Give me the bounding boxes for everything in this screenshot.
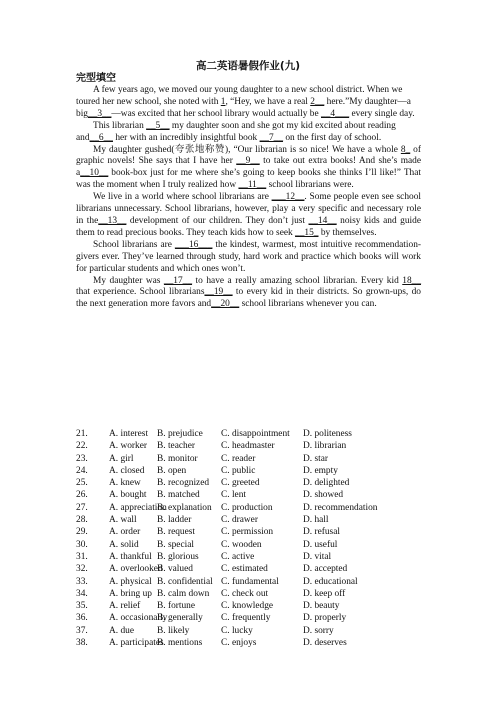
question-number: 30.	[76, 539, 88, 550]
option-d: D. keep off	[303, 588, 346, 599]
option-b: B. special	[157, 539, 194, 550]
option-b: B. explanation	[157, 502, 212, 513]
option-b: B. valued	[157, 564, 193, 575]
option-row	[76, 563, 436, 575]
option-d: D. recommendation	[303, 502, 378, 513]
blank-marker: __14__	[308, 215, 337, 226]
option-a: A. thankful	[109, 551, 152, 562]
blank-marker: __13__	[98, 215, 127, 226]
option-row	[76, 637, 436, 649]
option-b: B. likely	[157, 625, 190, 636]
blank-marker: __17__	[163, 275, 193, 286]
question-number: 31.	[76, 551, 88, 562]
passage-paragraph: My daughter gushed(夸张地称赞), “Our librarian is so nice! We have a whole 8_ of graphic novels! She says that I have her __9__ to take out extra books! And she’s made a__10__ book-box just for me where she’s going to keep books she thinks I’ll like!” That was the moment when I truly realized how __11__ school librarians were.	[76, 144, 421, 191]
option-b: B. ladder	[157, 515, 192, 526]
option-a: A. relief	[109, 601, 141, 612]
option-b: B. mentions	[157, 638, 203, 649]
option-a: A. physical	[109, 576, 152, 587]
option-a: A. participates	[109, 638, 164, 649]
option-row	[76, 625, 436, 637]
option-row	[76, 588, 436, 600]
passage-paragraph: My daughter was __17__ to have a really amazing school librarian. Every kid 18__ that experience. School librarians__19__ to every kid in their districts. So grown-ups, do the next generation more favors and__20__ school librarians whenever you can.	[76, 275, 422, 310]
option-d: D. vital	[303, 551, 332, 562]
option-a: A. overlooked	[109, 564, 163, 575]
question-number: 28.	[76, 515, 88, 526]
option-row	[76, 489, 436, 501]
option-row	[76, 576, 436, 588]
question-number: 37.	[76, 625, 88, 636]
option-a: A. bought	[109, 490, 147, 501]
option-b: B. request	[157, 527, 196, 538]
option-row	[76, 465, 436, 477]
blank-marker: __6__	[89, 132, 113, 143]
answer-options	[76, 428, 436, 649]
question-number: 25.	[76, 478, 88, 489]
blank-marker: __9__	[236, 156, 260, 167]
option-d: D. politeness	[303, 429, 352, 439]
question-number: 33.	[76, 576, 88, 587]
option-row	[76, 551, 436, 563]
question-number: 22.	[76, 441, 88, 452]
question-number: 36.	[76, 613, 88, 624]
option-d: D. delighted	[303, 478, 350, 489]
option-row	[76, 539, 436, 551]
blank-marker: 1	[220, 96, 226, 107]
option-c: C. active	[221, 551, 255, 562]
option-d: D. hall	[303, 515, 329, 526]
option-c: C. drawer	[221, 515, 258, 526]
blank-marker: __19__	[204, 287, 233, 298]
blank-marker: ___12__	[271, 192, 305, 203]
option-c: C. production	[221, 502, 273, 513]
option-row	[76, 440, 436, 452]
option-c: C. fundamental	[221, 576, 279, 587]
option-row	[76, 526, 436, 538]
blank-marker: 18__	[402, 275, 422, 286]
option-b: B. glorious	[157, 551, 199, 562]
option-b: B. recognized	[157, 478, 210, 489]
option-b: B. fortune	[157, 601, 196, 612]
option-d: D. star	[303, 453, 328, 464]
option-b: B. prejudice	[157, 429, 203, 439]
option-c: C. lent	[221, 490, 246, 501]
question-number: 27.	[76, 502, 88, 513]
option-c: C. headmaster	[221, 441, 275, 452]
blank-marker: __11__	[238, 180, 267, 191]
option-c: C. lucky	[221, 625, 253, 636]
blank-marker: 8_	[400, 144, 411, 155]
option-a: A. worker	[109, 441, 148, 452]
question-number: 38.	[76, 638, 88, 649]
option-c: C. greeted	[221, 478, 260, 489]
option-d: D. librarian	[303, 441, 347, 452]
option-a: A. interest	[109, 429, 149, 439]
option-b: B. open	[157, 465, 187, 476]
option-row	[76, 600, 436, 612]
option-a: A. due	[109, 625, 134, 636]
cloze-passage	[76, 85, 421, 311]
option-b: B. monitor	[157, 453, 198, 464]
question-number: 34.	[76, 588, 88, 599]
blank-marker: __7__	[259, 132, 284, 143]
option-b: B. generally	[157, 613, 203, 624]
option-d: D. properly	[303, 613, 347, 624]
option-c: C. reader	[221, 453, 256, 464]
option-d: D. deserves	[303, 638, 347, 649]
blank-marker: __15_	[295, 227, 319, 238]
option-a: A. appreciation	[109, 502, 167, 513]
question-number: 24.	[76, 465, 88, 476]
option-c: C. knowledge	[221, 601, 274, 612]
question-number: 26.	[76, 490, 88, 501]
option-c: C. frequently	[221, 613, 271, 624]
option-row	[76, 612, 436, 624]
option-row	[76, 477, 436, 489]
option-row	[76, 514, 436, 526]
blank-marker: __5__	[146, 120, 170, 131]
question-number: 35.	[76, 601, 88, 612]
option-d: D. sorry	[303, 625, 334, 636]
option-d: D. beauty	[303, 601, 340, 612]
question-number: 29.	[76, 527, 88, 538]
option-a: A. wall	[109, 515, 137, 526]
option-a: A. order	[109, 527, 141, 538]
blank-marker: __20__	[211, 299, 240, 310]
option-b: B. matched	[157, 490, 200, 501]
option-row	[76, 502, 436, 514]
option-c: C. wooden	[221, 539, 262, 550]
option-c: C. permission	[221, 527, 274, 538]
option-d: D. showed	[303, 490, 344, 501]
option-row	[76, 428, 436, 440]
section-heading: 完型填空	[76, 73, 116, 84]
option-a: A. solid	[109, 539, 139, 550]
option-b: B. calm down	[157, 588, 210, 599]
option-d: D. refusal	[303, 527, 340, 538]
option-b: B. teacher	[157, 441, 195, 452]
option-c: C. enjoys	[221, 638, 257, 649]
option-d: D. accepted	[303, 564, 348, 575]
option-a: A. knew	[109, 478, 141, 489]
option-a: A. bring up	[109, 588, 152, 599]
option-d: D. educational	[303, 576, 358, 587]
passage-paragraph: We live in a world where school librarians are ___12__. Some people even see school librarians unnecessary. School librarians, however, play a very specific and necessary role in the__13__ development of our children. They don’t just __14__ noisy kids and guide them to read precious books. They teach kids how to seek __15_ by themselves.	[76, 192, 422, 238]
option-a: A. occasionally	[109, 613, 168, 624]
blank-marker: __3__	[87, 108, 112, 119]
blank-marker: __10__	[80, 168, 109, 179]
option-a: A. girl	[109, 453, 134, 464]
page-title: 高二英语暑假作业(九)	[195, 60, 301, 72]
passage-paragraph: School librarians are ___16___ the kindest, warmest, most intuitive recommendation-givers ever. They’ve learned through study, hard work and practice which books will work for particular students and which ones won’t.	[76, 239, 421, 274]
passage-paragraph: A few years ago, we moved our young daughter to a new school district. When we toured her new school, she noted with 1, “Hey, we have a real 2__ here.”My daughter—a big__3__—was excited that her school library would actually be __4___ every single day.	[76, 85, 415, 119]
option-b: B. confidential	[157, 576, 213, 587]
option-d: D. useful	[303, 539, 338, 550]
blank-marker: __4___	[321, 108, 350, 119]
option-d: D. empty	[303, 465, 338, 476]
option-c: C. disappointment	[221, 429, 290, 439]
passage-paragraph: This librarian __5__ my daughter soon and she got my kid excited about reading and__6__ her with an incredibly insightful book __7__ on the first day of school.	[76, 120, 396, 143]
option-a: A. closed	[109, 465, 145, 476]
blank-marker: 2__	[310, 96, 325, 107]
option-c: C. public	[221, 465, 256, 476]
option-c: C. estimated	[221, 564, 268, 575]
blank-marker: ___16___	[174, 239, 213, 250]
question-number: 32.	[76, 564, 88, 575]
question-number: 23.	[76, 453, 88, 464]
option-row	[76, 453, 436, 465]
question-number: 21.	[76, 429, 88, 439]
option-c: C. check out	[221, 588, 269, 599]
